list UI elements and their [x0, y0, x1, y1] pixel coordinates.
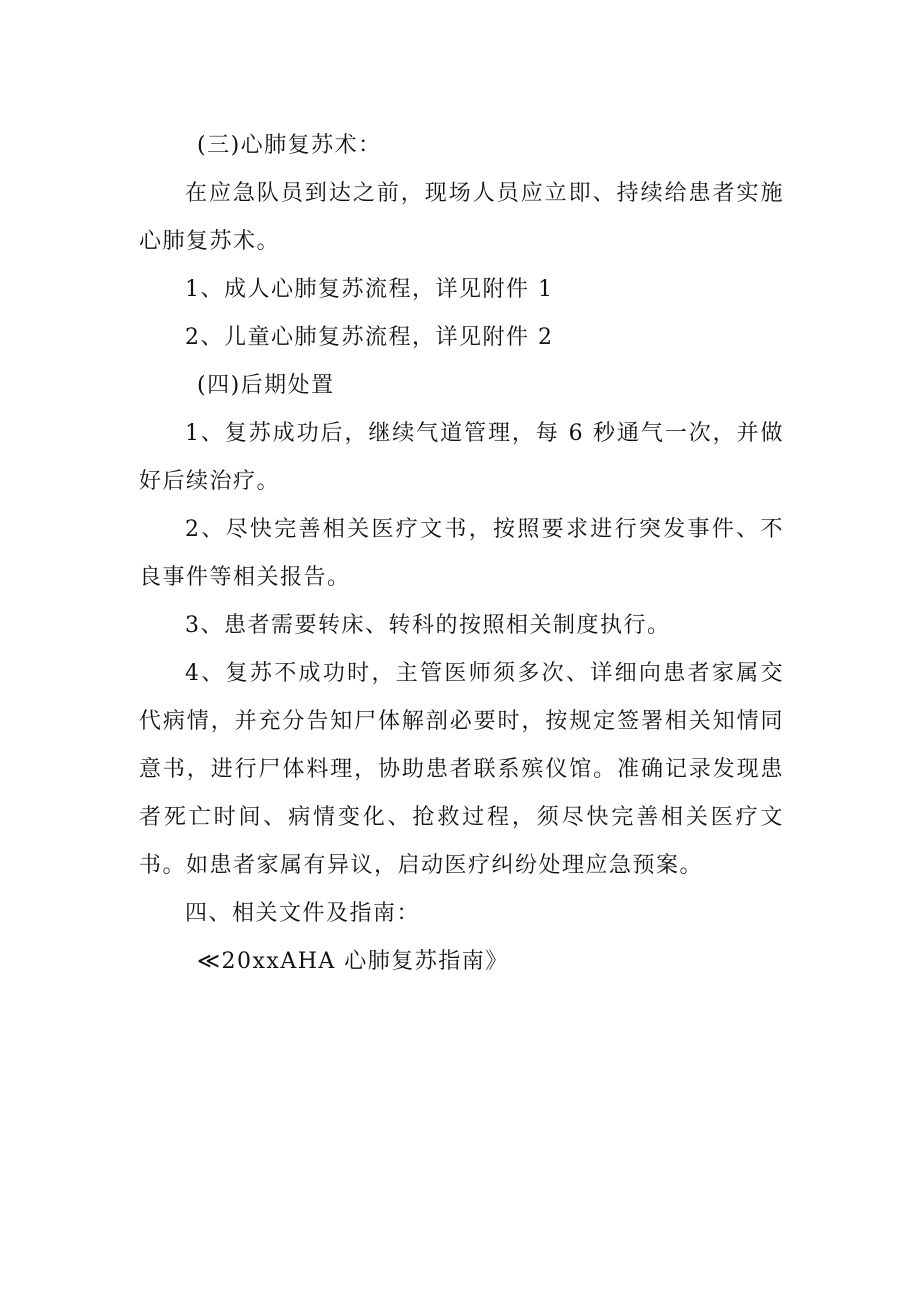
reference-guideline: ≪20xxAHA 心肺复苏指南》	[197, 949, 509, 974]
list-item-adult-cpr: 1、成人心肺复苏流程，详见附件 1	[185, 277, 554, 302]
list-item-aftercare-2: 2、尽快完善相关医疗文书，按照要求进行突发事件、不良事件等相关报告。	[139, 517, 784, 590]
document-body	[139, 122, 784, 986]
paragraph-cpr-intro: 在应急队员到达之前，现场人员应立即、持续给患者实施心肺复苏术。	[139, 181, 784, 254]
section-heading-cpr: (三)心肺复苏术：	[197, 133, 382, 158]
list-item-aftercare-4: 4、复苏不成功时，主管医师须多次、详细向患者家属交代病情，并充分告知尸体解剖必要时，按规定签署相关知情同意书，进行尸体料理，协助患者联系殡仪馆。准确记录发现患者死亡时间、病情变化、抢救过程，须尽快完善相关医疗文书。如患者家属有异议，启动医疗纠纷处理应急预案。	[139, 661, 784, 878]
list-item-aftercare-1: 1、复苏成功后，继续气道管理，每 6 秒通气一次，并做好后续治疗。	[139, 421, 784, 494]
section-heading-aftercare: (四)后期处置	[197, 373, 335, 398]
list-item-child-cpr: 2、儿童心肺复苏流程，详见附件 2	[185, 325, 554, 350]
section-heading-references: 四、相关文件及指南：	[185, 901, 421, 926]
list-item-aftercare-3: 3、患者需要转床、转科的按照相关制度执行。	[185, 613, 671, 638]
